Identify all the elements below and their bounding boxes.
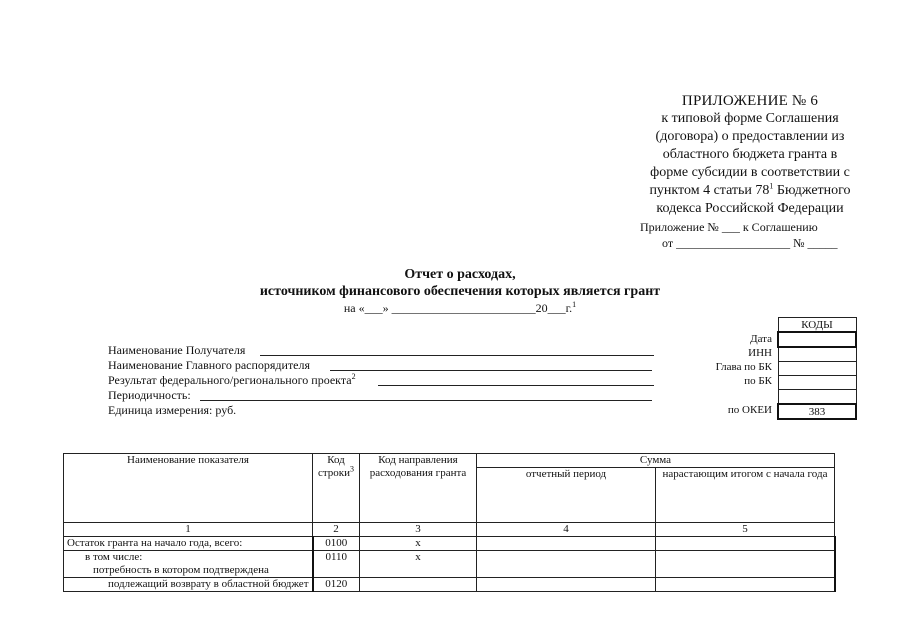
field-recipient[interactable]: Наименование Получателя — [108, 343, 356, 358]
row-direction: x — [360, 537, 477, 551]
agreement-date-line: от ___________________ № _____ — [662, 236, 838, 250]
header-direction: Код направления расходования гранта — [360, 454, 477, 523]
appendix-line: форме субсидии в соответствии с — [650, 165, 850, 180]
appendix-line: (договора) о предоставлении из — [655, 129, 845, 144]
appendix-line: кодекса Российской Федерации — [656, 201, 844, 216]
field-manager[interactable]: Наименование Главного распорядителя — [108, 358, 356, 373]
report-title-line2: источником финансового обеспечения которых является грант — [259, 284, 661, 299]
codes-header: КОДЫ — [778, 318, 856, 333]
row-direction — [360, 578, 477, 592]
col-number: 5 — [656, 523, 835, 537]
code-chapter[interactable] — [778, 362, 856, 376]
col-number: 2 — [313, 523, 360, 537]
code-date[interactable] — [778, 332, 856, 347]
appendix-line: пунктом 4 статьи $78^1$ Бюджетного — [649, 181, 851, 198]
report-title-line1: Отчет о расходах, — [404, 267, 516, 282]
code-label-inn: ИНН — [748, 347, 772, 359]
field-project-result[interactable]: Результат федерального/регионального проекта$^2$ — [108, 373, 356, 388]
codes-table — [777, 317, 857, 420]
table-row — [64, 537, 835, 551]
col-number: 4 — [477, 523, 656, 537]
row-code: 0110 — [313, 551, 360, 578]
appendix-title: ПРИЛОЖЕНИЕ № 6 — [681, 93, 819, 109]
agreement-reference — [640, 219, 870, 251]
row-name: Остаток гранта на начало года, всего: — [64, 537, 313, 551]
row-cumulative-value[interactable] — [656, 578, 835, 592]
expense-report-table — [63, 453, 836, 592]
row-direction: x — [360, 551, 477, 578]
row-period-value[interactable] — [477, 551, 656, 578]
header-indicator: Наименование показателя — [64, 454, 313, 523]
appendix-line: областного бюджета гранта в — [662, 147, 838, 162]
form-fields — [108, 343, 356, 418]
code-label-chapter: Глава по БК — [715, 361, 772, 373]
header-sum: Сумма — [477, 454, 835, 468]
code-empty[interactable] — [778, 390, 856, 405]
header-cumulative: нарастающим итогом с начала года — [656, 468, 835, 523]
appendix-block — [600, 92, 900, 218]
col-number: 1 — [64, 523, 313, 537]
row-period-value[interactable] — [477, 578, 656, 592]
code-okei: 383 — [778, 404, 856, 419]
code-label-okei: по ОКЕИ — [727, 404, 772, 416]
row-name: подлежащий возврату в областной бюджет — [64, 578, 313, 592]
agreement-line: Приложение № ___ к Соглашению — [640, 220, 818, 234]
field-unit: Единица измерения: руб. — [108, 403, 237, 417]
row-cumulative-value[interactable] — [656, 551, 835, 578]
row-code: 0100 — [313, 537, 360, 551]
code-inn[interactable] — [778, 347, 856, 362]
row-cumulative-value[interactable] — [656, 537, 835, 551]
table-row — [64, 578, 835, 592]
table-row — [64, 551, 835, 578]
code-bk[interactable] — [778, 376, 856, 390]
code-label-bk: по БК — [744, 375, 772, 387]
code-label-date: Дата — [750, 333, 772, 345]
field-periodicity[interactable]: Периодичность: — [108, 388, 356, 403]
col-number: 3 — [360, 523, 477, 537]
row-name: в том числе: потребность в котором подтверждена — [64, 551, 313, 578]
appendix-line: к типовой форме Соглашения — [661, 111, 839, 126]
header-code-line: Код строки$^3$ — [313, 454, 360, 523]
report-date: на «___» ________________________20___г.$^1$ — [343, 300, 577, 315]
header-period: отчетный период — [477, 468, 656, 523]
row-period-value[interactable] — [477, 537, 656, 551]
row-code: 0120 — [313, 578, 360, 592]
report-title — [180, 266, 740, 300]
